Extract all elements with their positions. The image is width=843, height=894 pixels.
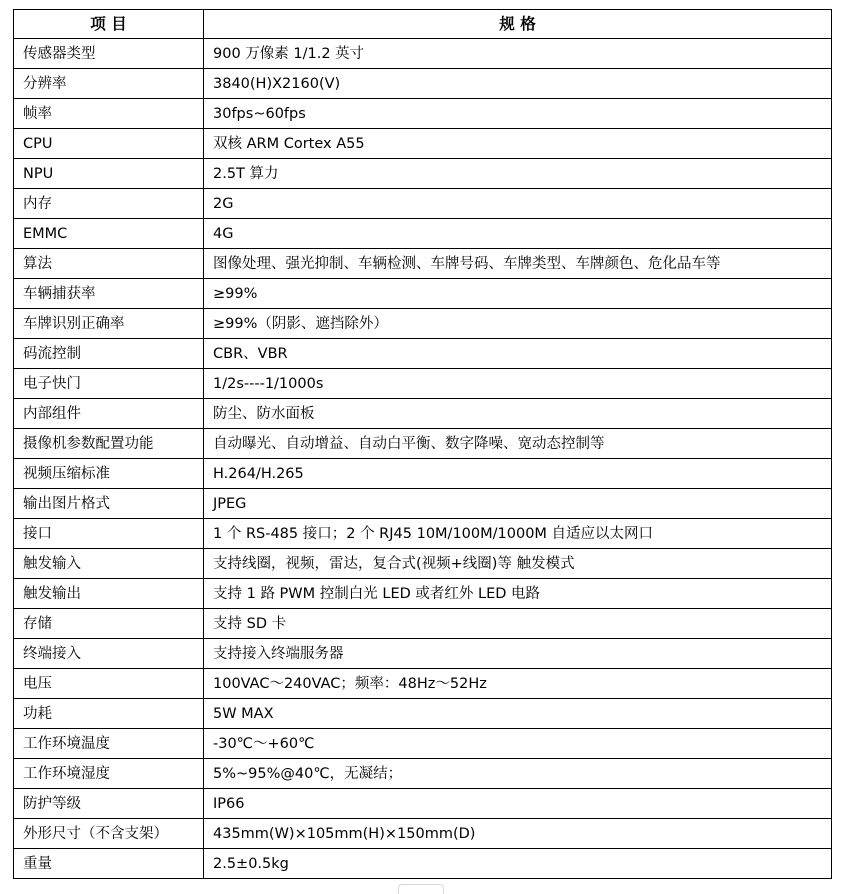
row-spec-cell: JPEG: [204, 489, 832, 519]
row-spec-cell: 自动曝光、自动增益、自动白平衡、数字降噪、宽动态控制等: [204, 429, 832, 459]
row-item-cell: 触发输入: [14, 549, 204, 579]
table-row: [14, 669, 832, 699]
row-item-cell: 输出图片格式: [14, 489, 204, 519]
row-spec-cell: 2.5±0.5kg: [204, 849, 832, 879]
table-row: [14, 69, 832, 99]
row-item-cell: 重量: [14, 849, 204, 879]
row-spec-cell: 900 万像素 1/1.2 英寸: [204, 39, 832, 69]
row-spec-cell: ≥99%（阴影、遮挡除外）: [204, 309, 832, 339]
row-item-cell: 工作环境温度: [14, 729, 204, 759]
table-row: [14, 819, 832, 849]
row-spec-cell: 防尘、防水面板: [204, 399, 832, 429]
row-item-cell: 视频压缩标准: [14, 459, 204, 489]
table-row: [14, 759, 832, 789]
row-spec-cell: 1 个 RS-485 接口；2 个 RJ45 10M/100M/1000M 自适应以太网口: [204, 519, 832, 549]
table-row: [14, 579, 832, 609]
row-item-cell: NPU: [14, 159, 204, 189]
row-spec-cell: 5%~95%@40℃，无凝结；: [204, 759, 832, 789]
table-row: [14, 99, 832, 129]
row-spec-cell: 2G: [204, 189, 832, 219]
spec-table: [13, 9, 832, 879]
table-row: [14, 549, 832, 579]
row-item-cell: EMMC: [14, 219, 204, 249]
row-item-cell: 防护等级: [14, 789, 204, 819]
row-spec-cell: 2.5T 算力: [204, 159, 832, 189]
row-item-cell: 工作环境湿度: [14, 759, 204, 789]
row-spec-cell: 100VAC～240VAC；频率：48Hz～52Hz: [204, 669, 832, 699]
row-item-cell: 帧率: [14, 99, 204, 129]
table-row: [14, 309, 832, 339]
table-row: [14, 639, 832, 669]
row-item-cell: 内部组件: [14, 399, 204, 429]
header-spec: 规 格: [204, 10, 832, 39]
table-row: [14, 489, 832, 519]
row-item-cell: 传感器类型: [14, 39, 204, 69]
table-body: [14, 39, 832, 879]
row-spec-cell: 1/2s----1/1000s: [204, 369, 832, 399]
table-row: [14, 189, 832, 219]
row-item-cell: 存储: [14, 609, 204, 639]
row-spec-cell: 3840(H)X2160(V): [204, 69, 832, 99]
table-row: [14, 789, 832, 819]
row-spec-cell: 图像处理、强光抑制、车辆检测、车牌号码、车牌类型、车牌颜色、危化品车等: [204, 249, 832, 279]
table-row: [14, 609, 832, 639]
table-row: [14, 729, 832, 759]
table-row: [14, 459, 832, 489]
row-spec-cell: CBR、VBR: [204, 339, 832, 369]
row-item-cell: 外形尺寸（不含支架）: [14, 819, 204, 849]
row-spec-cell: IP66: [204, 789, 832, 819]
table-row: [14, 699, 832, 729]
table-row: [14, 39, 832, 69]
table-row: [14, 219, 832, 249]
row-item-cell: 终端接入: [14, 639, 204, 669]
row-spec-cell: 支持线圈，视频，雷达，复合式(视频+线圈)等 触发模式: [204, 549, 832, 579]
row-spec-cell: 支持 SD 卡: [204, 609, 832, 639]
row-spec-cell: 支持 1 路 PWM 控制白光 LED 或者红外 LED 电路: [204, 579, 832, 609]
row-item-cell: 码流控制: [14, 339, 204, 369]
row-spec-cell: 5W MAX: [204, 699, 832, 729]
row-spec-cell: 4G: [204, 219, 832, 249]
header-row: [14, 10, 832, 39]
table-row: [14, 129, 832, 159]
row-spec-cell: 支持接入终端服务器: [204, 639, 832, 669]
header-item: 项 目: [14, 10, 204, 39]
table-row: [14, 339, 832, 369]
page-tab-handle[interactable]: [398, 884, 444, 894]
table-row: [14, 519, 832, 549]
row-item-cell: 电子快门: [14, 369, 204, 399]
row-item-cell: 电压: [14, 669, 204, 699]
row-spec-cell: 30fps~60fps: [204, 99, 832, 129]
row-spec-cell: 435mm(W)×105mm(H)×150mm(D): [204, 819, 832, 849]
table-row: [14, 369, 832, 399]
row-item-cell: 分辨率: [14, 69, 204, 99]
row-item-cell: 接口: [14, 519, 204, 549]
table-row: [14, 159, 832, 189]
table-row: [14, 849, 832, 879]
row-item-cell: 车牌识别正确率: [14, 309, 204, 339]
row-item-cell: 算法: [14, 249, 204, 279]
row-spec-cell: 双核 ARM Cortex A55: [204, 129, 832, 159]
table-row: [14, 279, 832, 309]
table-row: [14, 399, 832, 429]
row-spec-cell: -30℃～+60℃: [204, 729, 832, 759]
row-spec-cell: H.264/H.265: [204, 459, 832, 489]
table-row: [14, 249, 832, 279]
table-header: [14, 10, 832, 39]
table-row: [14, 429, 832, 459]
row-item-cell: 内存: [14, 189, 204, 219]
row-item-cell: 车辆捕获率: [14, 279, 204, 309]
row-item-cell: CPU: [14, 129, 204, 159]
row-item-cell: 触发输出: [14, 579, 204, 609]
row-item-cell: 功耗: [14, 699, 204, 729]
row-item-cell: 摄像机参数配置功能: [14, 429, 204, 459]
row-spec-cell: ≥99%: [204, 279, 832, 309]
